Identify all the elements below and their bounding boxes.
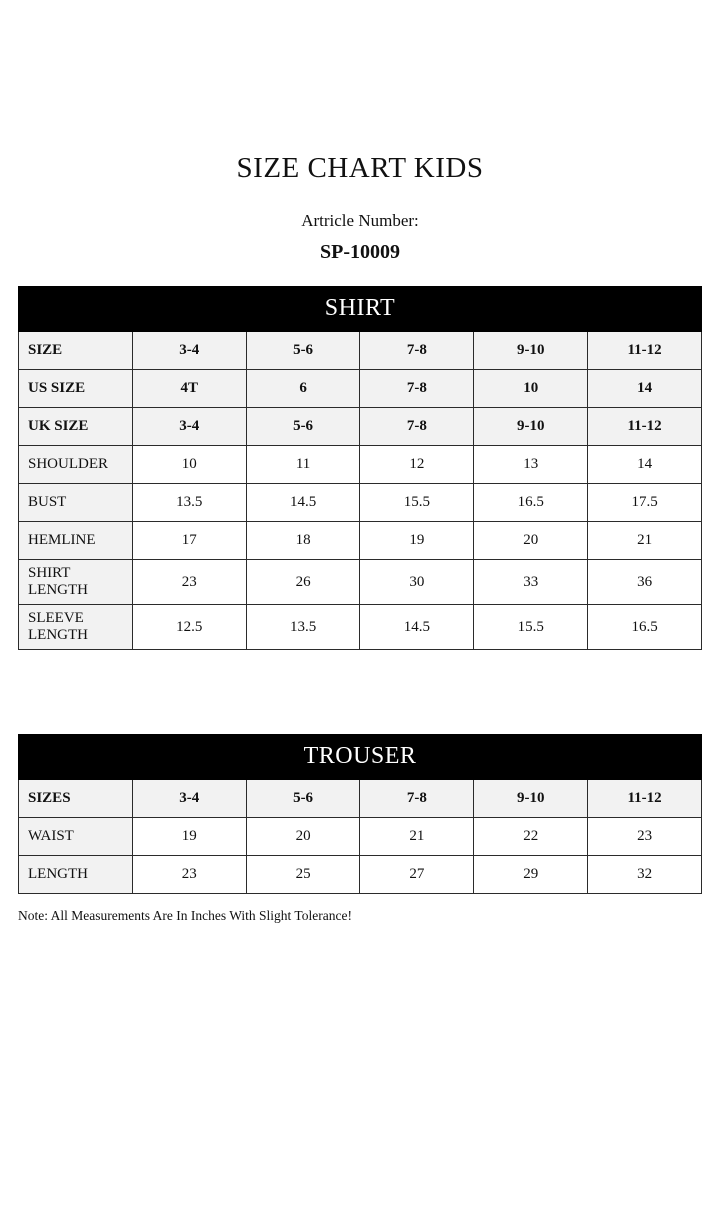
row-value: 13 [474,446,588,484]
shirt-size-table-container [18,286,702,650]
row-label: BUST [19,484,133,522]
row-value: 6 [246,370,360,408]
row-value: 14.5 [246,484,360,522]
row-value: 13.5 [246,605,360,650]
article-number-value: SP-10009 [320,241,400,263]
row-value: 19 [132,818,246,856]
trouser-size-table-container [18,734,702,894]
row-value: 25 [246,856,360,894]
row-value: 29 [474,856,588,894]
row-value: 7-8 [360,408,474,446]
row-label: SHOULDER [19,446,133,484]
table-row [19,446,702,484]
row-value: 15.5 [474,605,588,650]
row-value: 23 [132,856,246,894]
shirt-table-body [19,287,702,332]
row-value: 17.5 [588,484,702,522]
row-value: 33 [474,560,588,605]
row-value: 13.5 [132,484,246,522]
table-row [19,408,702,446]
row-value: 17 [132,522,246,560]
row-value: 23 [588,818,702,856]
trouser-size-table [18,734,702,894]
trouser-table-body [19,735,702,780]
row-value: 7-8 [360,332,474,370]
row-value: 20 [246,818,360,856]
row-value: 15.5 [360,484,474,522]
row-value: 9-10 [474,408,588,446]
row-value: 11-12 [588,332,702,370]
page-title: SIZE CHART KIDS [236,152,484,184]
row-value: 12 [360,446,474,484]
row-value: 21 [588,522,702,560]
table-row [19,522,702,560]
row-value: 21 [360,818,474,856]
row-value: 23 [132,560,246,605]
row-value: 7-8 [360,370,474,408]
row-value: 20 [474,522,588,560]
row-value: 32 [588,856,702,894]
row-value: 16.5 [474,484,588,522]
table-row [19,484,702,522]
row-value: 11-12 [588,780,702,818]
row-value: 14.5 [360,605,474,650]
row-value: 19 [360,522,474,560]
row-value: 9-10 [474,780,588,818]
row-value: 3-4 [132,332,246,370]
size-chart-page [0,152,720,1232]
row-value: 11 [246,446,360,484]
shirt-table-band-row [19,287,702,332]
row-label: SHIRT LENGTH [19,560,133,605]
row-value: 14 [588,370,702,408]
row-value: 5-6 [246,332,360,370]
row-value: 30 [360,560,474,605]
row-value: 10 [474,370,588,408]
table-gap [0,650,720,734]
row-value: 4T [132,370,246,408]
trouser-table-band: TROUSER [19,735,702,780]
article-number-label: Artricle Number: [301,211,419,230]
row-value: 27 [360,856,474,894]
row-value: 10 [132,446,246,484]
table-row [19,605,702,650]
row-value: 11-12 [588,408,702,446]
shirt-size-table [18,286,702,650]
row-value: 5-6 [246,408,360,446]
row-value: 18 [246,522,360,560]
row-label: SIZE [19,332,133,370]
row-value: 7-8 [360,780,474,818]
row-value: 9-10 [474,332,588,370]
row-label: UK SIZE [19,408,133,446]
table-row [19,370,702,408]
trouser-table-rows [19,780,702,894]
row-label: US SIZE [19,370,133,408]
row-label: SIZES [19,780,133,818]
row-label: SLEEVE LENGTH [19,605,133,650]
row-label: HEMLINE [19,522,133,560]
measurement-note: Note: All Measurements Are In Inches With Slight Tolerance! [18,908,352,923]
row-value: 36 [588,560,702,605]
row-label: WAIST [19,818,133,856]
table-row [19,818,702,856]
shirt-table-band: SHIRT [19,287,702,332]
row-value: 22 [474,818,588,856]
row-value: 16.5 [588,605,702,650]
row-value: 3-4 [132,408,246,446]
table-row [19,856,702,894]
shirt-table-rows [19,332,702,650]
table-row [19,560,702,605]
trouser-table-band-row [19,735,702,780]
row-value: 14 [588,446,702,484]
row-value: 5-6 [246,780,360,818]
row-value: 3-4 [132,780,246,818]
row-label: LENGTH [19,856,133,894]
row-value: 26 [246,560,360,605]
row-value: 12.5 [132,605,246,650]
table-row [19,780,702,818]
table-row [19,332,702,370]
